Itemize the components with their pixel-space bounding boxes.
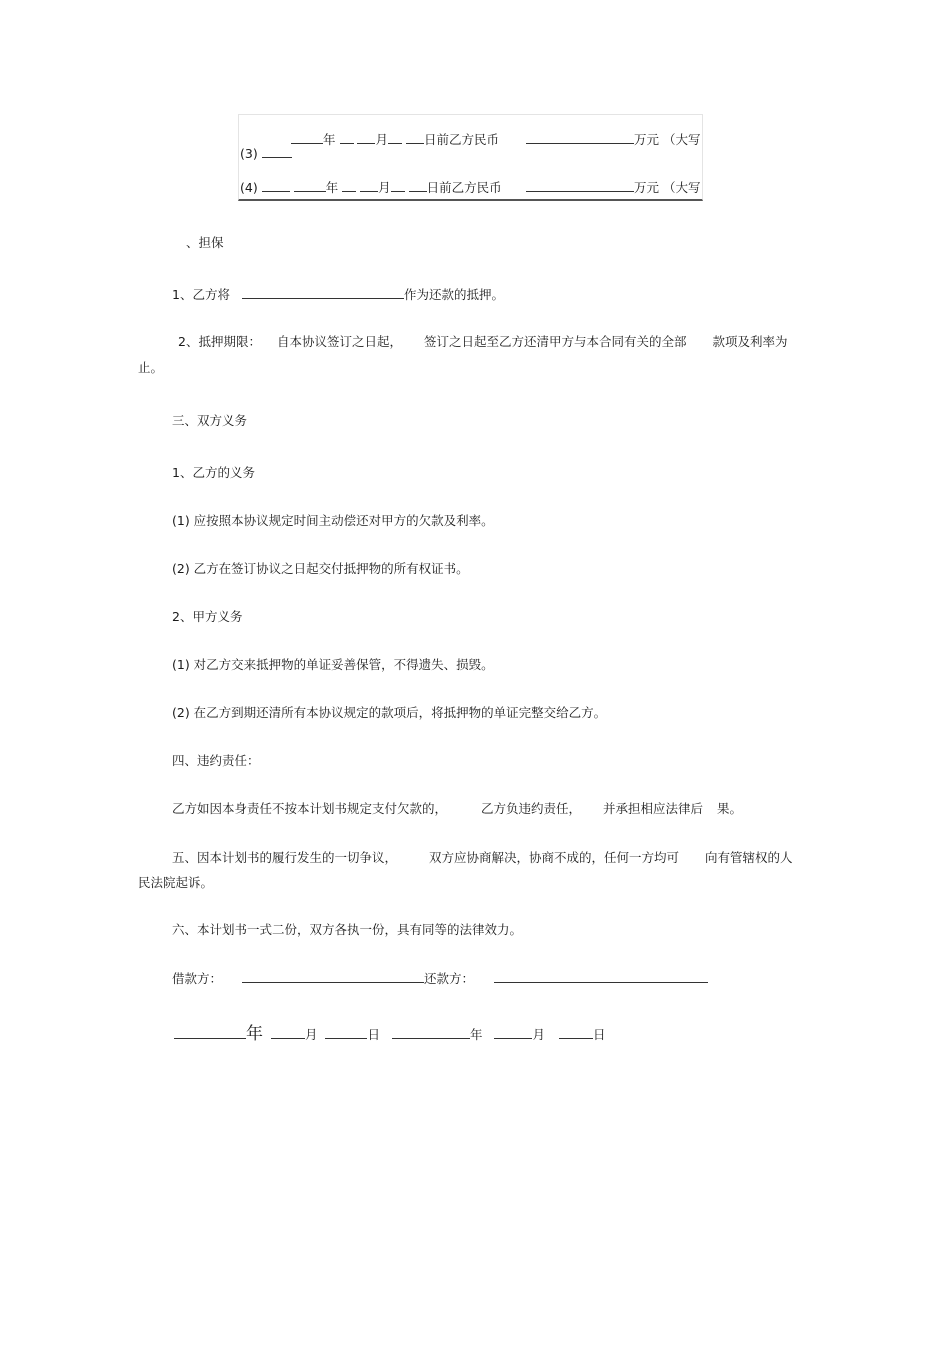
section-obligations-heading: 三、双方义务 <box>172 413 248 428</box>
party-a-obligation-2: (2) 在乙方到期还清所有本协议规定的款项后，将抵押物的单证完整交给乙方。 <box>172 705 607 720</box>
guarantee-item1: 1、乙方将 作为还款的抵押。 <box>172 287 504 302</box>
signature-line: 借款方： 还款方： <box>172 970 708 987</box>
guarantee-item2: 2、抵押期限： 自本协议签订之日起， 签订之日起至乙方还清甲方与本合同有关的全部 款项及利率为 <box>178 334 788 349</box>
row4-amount: 万元 （大写 <box>526 179 701 196</box>
party-b-obligation-1: (1) 应按照本协议规定时间主动偿还对甲方的欠款及利率。 <box>172 513 494 528</box>
section-breach-heading: 四、违约责任： <box>172 753 260 768</box>
row3-date-line: 年 月 日前乙方民币 <box>291 131 499 148</box>
party-b-obligation-2: (2) 乙方在签订协议之日起交付抵押物的所有权证书。 <box>172 561 469 576</box>
party-b-obligations-title: 1、乙方的义务 <box>172 465 255 480</box>
breach-text: 乙方如因本身责任不按本计划书规定支付欠款的， 乙方负违约责任， 并承担相应法律后 果。 <box>172 801 743 816</box>
guarantee-item2-end: 止。 <box>138 360 164 375</box>
row4-line: (4) 年 月 日前乙方民币 <box>240 180 502 195</box>
row3-amount: 万元 （大写 <box>526 131 701 148</box>
party-a-obligation-1: (1) 对乙方交来抵押物的单证妥善保管，不得遗失、损毁。 <box>172 657 494 672</box>
dispute-text-end: 民法院起诉。 <box>138 875 214 890</box>
party-a-obligations-title: 2、甲方义务 <box>172 609 243 624</box>
section-guarantee-heading: 、担保 <box>186 235 224 250</box>
dispute-text: 五、因本计划书的履行发生的一切争议， 双方应协商解决，协商不成的，任何一方均可 向有管辖权的人 <box>172 850 793 865</box>
signature-date-line: 年 月 日 年 月 日 <box>174 1026 606 1043</box>
copies-clause: 六、本计划书一式二份，双方各执一份，具有同等的法律效力。 <box>172 922 523 937</box>
row3-number: (3) <box>240 145 292 162</box>
